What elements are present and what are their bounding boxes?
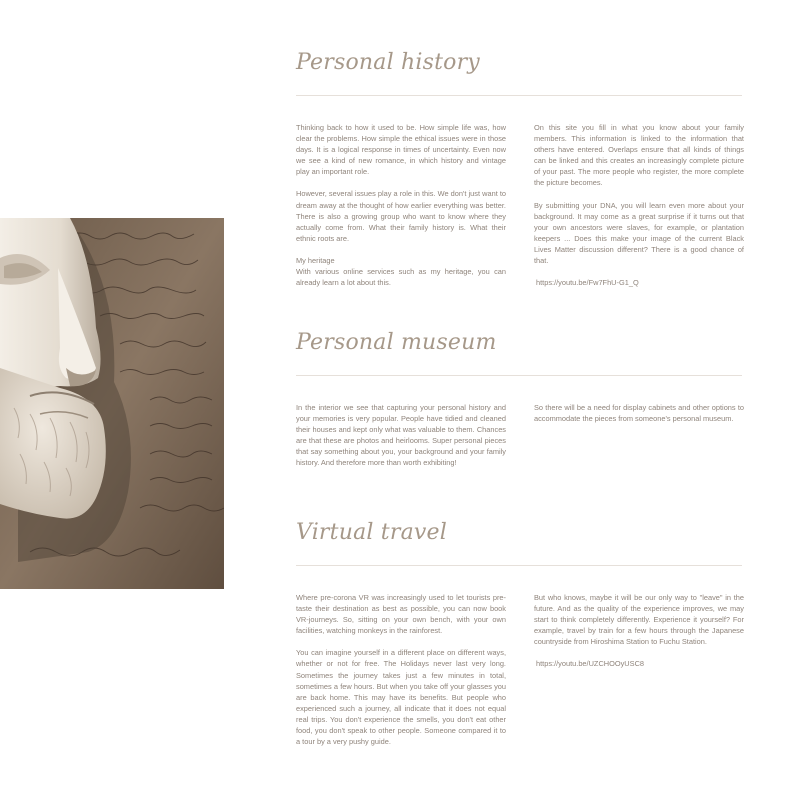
section-divider [296,565,742,566]
paragraph: With various online services such as my heritage, you can already learn a lot about this. [296,267,506,288]
section-title: Personal history [296,50,480,75]
personal-museum-section [296,330,742,490]
paragraph: So there will be a need for display cabinets and other options to accommodate the pieces from someone's personal museum. [534,403,744,424]
virtual-travel-section [296,520,742,760]
section-title: Personal museum [296,330,497,355]
left-column [296,592,506,758]
section-divider [296,95,742,96]
right-column [534,592,744,670]
paragraph: Where pre-corona VR was increasingly used to let tourists pre-taste their destination as best as possible, you can now book VR-journeys. So, sitting on your own bench, with your own facilities, watching monkeys in the rainforest. [296,593,506,636]
right-column [534,402,744,435]
paragraph: You can imagine yourself in a different place on different ways, whether or not for free. The Holidays never last very long. Sometimes the journey takes just a few minutes in total, sometimes a few hours. But when you take off your glasses you are back home. This may have its benefits. But people who experienced such a journey, all indicate that it does not equal real trips. You don't experience the smells, you don't eat other food, you don't speak to other people. Someone compared it to a tour by a very pushy guide. [296,648,506,747]
youtube-link[interactable]: https://youtu.be/Fw7FhU-G1_Q [536,278,639,288]
plaster-mask-photo [0,218,224,589]
right-column [534,122,744,288]
paragraph: On this site you fill in what you know about your family members. This information is linked to the information that others have entered. Overlaps ensure that all kinds of things can be linked and this creates an increasingly complete picture of your past. The more people who register, the more complete the picture becomes. [534,123,744,188]
section-title: Virtual travel [296,520,447,545]
subheading: My heritage [296,255,335,265]
paragraph: Thinking back to how it used to be. How simple life was, how clear the problems. How simple the ethical issues were in those days. It is a logical response in times of uncertainty. Even now we see a kind of new romance, in which history and vintage play an important role. [296,123,506,177]
left-column [296,122,506,299]
paragraph: By submitting your DNA, you will learn even more about your background. It may come as a great surprise if it turns out that your own ancestors were slaves, for example, or plantation keepers ... Does this make your image of the current Black Lives Matter discussion different? There is a good chance of that. [534,200,744,266]
paragraph: But who knows, maybe it will be our only way to "leave" in the future. And as the quality of the experience improves, we may start to think completely differently. Experience it yourself? For example, travel by train for a few hours through the Japanese countryside from Hiroshima Station to Fuchu Station. [534,593,744,647]
paragraph: In the interior we see that capturing your personal history and your memories is very popular. People have tidied and cleaned their houses and kept only what was valuable to them. Chances are that these are photos and heirlooms. Super personal pieces that say something about you, your background and your family history. And therefore more than worth exhibiting! [296,403,506,468]
left-column [296,402,506,480]
section-divider [296,375,742,376]
personal-history-section [296,50,742,290]
paragraph: However, several issues play a role in this. We don't just want to dream away at the thought of how earlier everything was better. There is also a growing group who want to know where they actually come from. What their family history is. What their ethnic roots are. [296,189,506,243]
youtube-link[interactable]: https://youtu.be/UZCHOOyUSC8 [536,659,645,669]
